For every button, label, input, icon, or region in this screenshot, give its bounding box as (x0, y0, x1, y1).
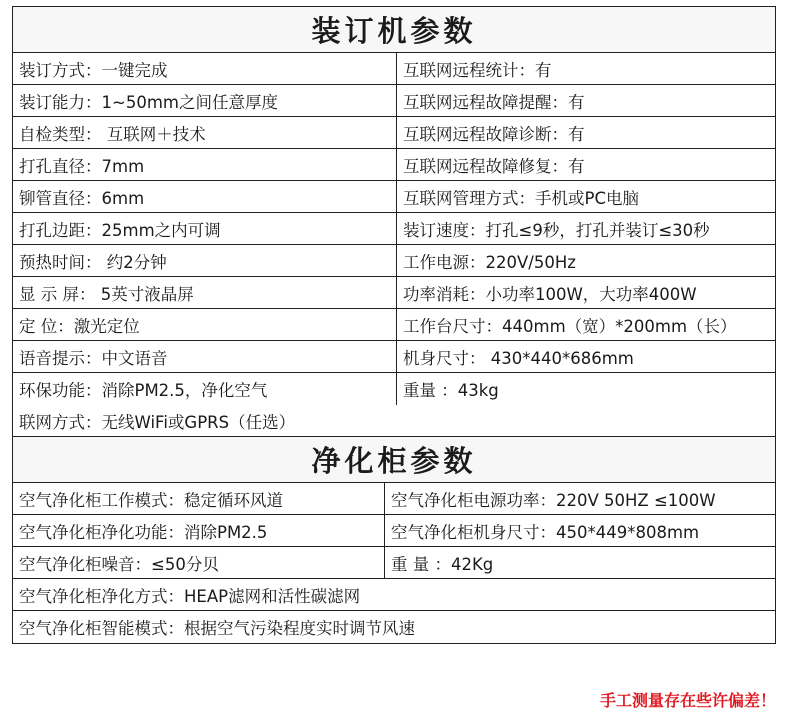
spec-cell: 装订方式：一键完成 (13, 53, 397, 84)
spec-cell: 打孔边距：25mm之内可调 (13, 213, 397, 244)
spec-cell: 工作电源：220V/50Hz (403, 252, 576, 272)
spec-cell: 铆管直径：6mm (13, 181, 397, 212)
table-row (13, 149, 775, 181)
table-row (13, 309, 775, 341)
spec-cell: 互联网远程故障提醒：有 (403, 92, 585, 112)
spec-cell: 空气净化柜净化功能：消除PM2.5 (13, 515, 385, 546)
table-row (13, 277, 775, 309)
binder-spec-rows (13, 53, 775, 405)
binder-section-title: 装订机参数 (13, 7, 775, 53)
spec-cell: 机身尺寸： 430*440*686mm (403, 348, 634, 368)
table-row (13, 53, 775, 85)
spec-cell: 工作台尺寸：440mm（宽）*200mm（长） (403, 316, 737, 336)
table-row (13, 405, 775, 437)
table-row (13, 579, 775, 611)
spec-cell: 预热时间： 约2分钟 (13, 245, 397, 276)
spec-cell: 语音提示：中文语音 (13, 341, 397, 372)
spec-cell: 空气净化柜电源功率：220V 50HZ ≤100W (391, 490, 716, 510)
spec-cell: 互联网远程故障修复：有 (403, 156, 585, 176)
spec-cell: 空气净化柜工作模式：稳定循环风道 (13, 483, 385, 514)
table-row (13, 181, 775, 213)
spec-cell: 空气净化柜智能模式：根据空气污染程度实时调节风速 (19, 619, 415, 638)
table-row (13, 117, 775, 149)
table-row (13, 515, 775, 547)
table-row (13, 373, 775, 405)
spec-cell: 自检类型： 互联网＋技术 (13, 117, 397, 148)
spec-cell: 打孔直径：7mm (13, 149, 397, 180)
spec-cell: 互联网远程统计：有 (403, 60, 552, 80)
spec-cell: 互联网远程故障诊断：有 (403, 124, 585, 144)
spec-cell: 功率消耗：小功率100W，大功率400W (403, 284, 697, 304)
spec-cell: 空气净化柜净化方式：HEAP滤网和活性碳滤网 (19, 586, 361, 606)
spec-table (12, 6, 776, 644)
purifier-spec-rows (13, 483, 775, 643)
spec-cell: 联网方式：无线WiFi或GPRS（任选） (19, 412, 296, 432)
spec-cell: 重量 ：43kg (403, 381, 499, 400)
spec-cell: 定 位：激光定位 (13, 309, 397, 340)
measurement-note: 手工测量存在些许偏差！ (599, 691, 776, 710)
table-row (13, 483, 775, 515)
spec-cell: 装订能力：1~50mm之间任意厚度 (13, 85, 397, 116)
spec-cell: 空气净化柜噪音：≤50分贝 (13, 547, 385, 578)
spec-cell: 互联网管理方式：手机或PC电脑 (403, 188, 639, 208)
purifier-section-title: 净化柜参数 (13, 437, 775, 483)
table-row (13, 85, 775, 117)
table-row (13, 547, 775, 579)
table-row (13, 213, 775, 245)
spec-cell: 装订速度：打孔≤9秒，打孔并装订≤30秒 (403, 220, 710, 240)
spec-cell: 显 示 屏： 5英寸液晶屏 (13, 277, 397, 308)
table-row (13, 245, 775, 277)
spec-cell: 空气净化柜机身尺寸：450*449*808mm (391, 522, 700, 542)
spec-cell: 环保功能：消除PM2.5，净化空气 (13, 373, 397, 405)
spec-cell: 重 量 ：42Kg (391, 554, 494, 574)
table-row (13, 611, 775, 643)
table-row (13, 341, 775, 373)
